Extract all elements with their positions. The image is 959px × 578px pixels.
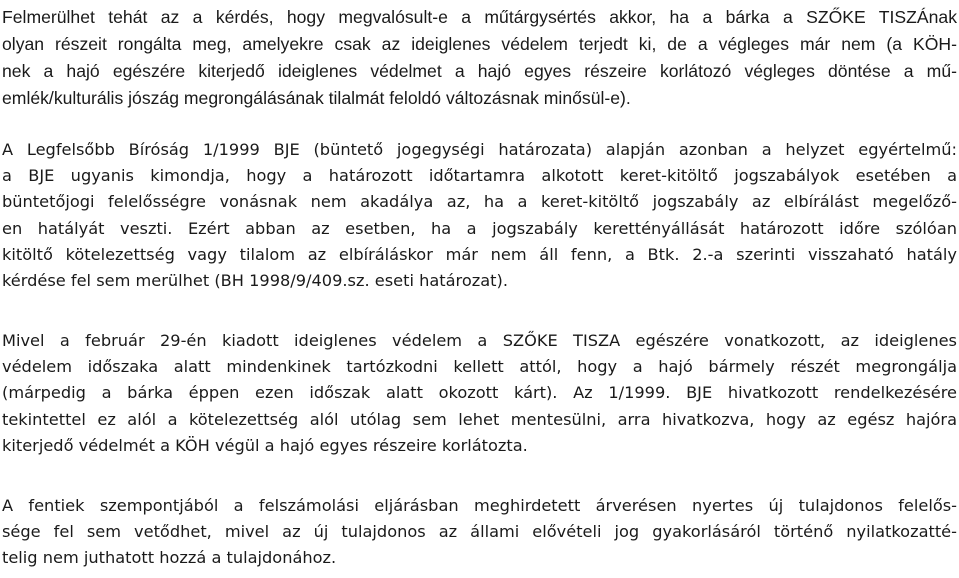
paragraph-line: Mivel a február 29-én kiadott ideiglenes védelem a SZŐKE TISZA egészére vonatkozott, az ideiglenes [2,331,957,350]
paragraph-line: A fentiek szempontjából a felszámolási eljárásban meghirdetett árverésen nyertes új tulajdonos felelős- [2,496,957,515]
paragraph-line: kitöltő kötelezettség vagy tilalom az elbíráláskor már nem áll fenn, a Btk. 2.-a szerinti visszaható hatály [2,244,957,264]
paragraph-line: telig nem juthatott hozzá a tulajdonához. [2,548,337,568]
paragraph-line: Felmerülhet tehát az a kérdés, hogy megvalósult-e a műtárgysértés akkor, ha a bárka a SZŐKE TISZÁnak [2,7,957,27]
paragraph-line: A Legfelsőbb Bíróság 1/1999 BJE (büntető jogegységi határozata) alapján azonban a helyzet egyértelmű: [2,140,957,159]
paragraph-line: olyan részeit rongálta meg, amelyekre csak az ideiglenes védelem terjedt ki, de a végleges már nem (a KÖH- [2,34,957,54]
paragraph-line: en hatályát veszti. Ezért abban az esetben, ha a jogszabály kerettényállását határozott időre szólóan [2,218,957,238]
paragraph-line: a BJE ugyanis kimondja, hogy a határozott időtartamra alkotott keret-kitöltő jogszabályok esetében a [2,166,957,186]
paragraph-line: sége fel sem vetődhet, mivel az új tulajdonos az állami elővételi jog gyakorlásáról történő nyilatkozatté- [2,522,957,542]
paragraph-4 [2,493,957,572]
paragraph-line: büntetőjogi felelősségre vonásnak nem akadálya az, ha a keret-kitöltő jogszabály az elbírálást megelőző- [2,192,957,212]
paragraph-3 [2,328,957,459]
paragraph-line: tekintettel ez alól a kötelezettség alól utólag sem lehet mentesülni, arra hivatkozva, hogy az egész hajóra [2,409,957,429]
paragraph-2 [2,137,957,294]
paragraph-line: nek a hajó egészére kiterjedő ideiglenes védelmet a hajó egyes részeire korlátozó végleges döntése a mű- [2,61,957,81]
paragraph-line: kérdése fel sem merülhet (BH 1998/9/409.sz. eseti határozat). [2,271,508,291]
paragraph-line: (márpedig a bárka éppen ezen időszak alatt okozott kárt). Az 1/1999. BJE hivatkozott rendelkezésére [2,383,957,403]
paragraph-line: védelem időszaka alatt mindenkinek tartózkodni kellett attól, hogy a hajó bármely részét megrongálja [2,357,957,377]
paragraph-1 [2,4,957,112]
paragraph-line: emlék/kulturális jószág megrongálásának tilalmát feloldó változásnak minősül-e). [2,88,631,108]
paragraph-line: kiterjedő védelmét a KÖH végül a hajó egyes részeire korlátozta. [2,435,528,455]
